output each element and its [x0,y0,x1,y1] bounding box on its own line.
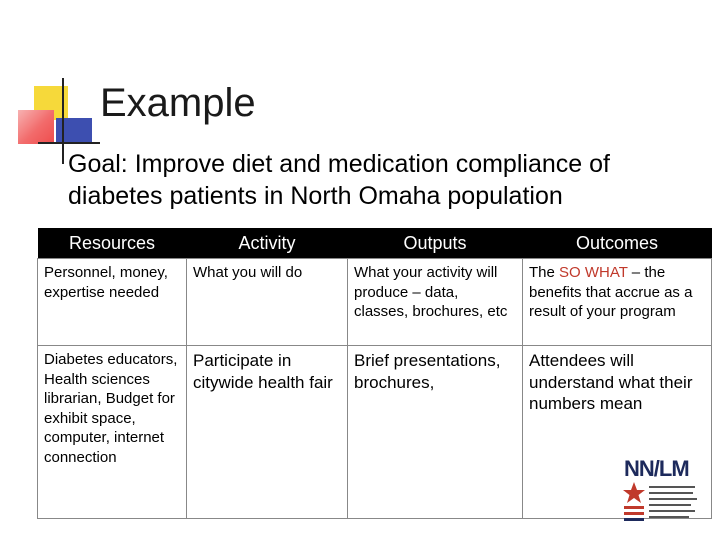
header-activity: Activity [187,228,348,259]
outcomes-def-post: – the benefits that accrue as a result of your program [529,264,693,320]
slide-title: Example [100,81,256,125]
header-resources: Resources [38,228,187,259]
nnlm-logo [622,456,702,524]
table-header-row [38,228,712,259]
header-outcomes: Outcomes [523,228,712,259]
outcomes-def-pre: The [529,264,560,281]
cell-activity-def: What you will do [187,259,348,346]
decor-vertical-line [62,78,64,164]
table-row [38,346,712,519]
cell-outcomes-def [523,259,712,346]
cell-outputs-def: What your activity will produce – data, classes, brochures, etc [348,259,523,346]
table-row [38,259,712,346]
cell-outcomes-example: Attendees will understand what their numbers mean [523,346,712,519]
cell-resources-example: Diabetes educators, Health sciences librarian, Budget for exhibit space, computer, internet connection [38,346,187,519]
logo-star-icon [622,480,702,524]
cell-resources-def: Personnel, money, expertise needed [38,259,187,346]
header-outputs: Outputs [348,228,523,259]
title-decoration [0,0,100,170]
decor-horizontal-line [38,142,100,144]
logo-text: NN/LM [624,456,689,481]
decor-pink-square [18,110,54,144]
logic-model-table [37,228,712,519]
so-what-highlight: SO WHAT [559,264,628,281]
cell-outputs-example: Brief presentations, brochures, [348,346,523,519]
cell-activity-example: Participate in citywide health fair [187,346,348,519]
goal-text: Goal: Improve diet and medication compliance of diabetes patients in North Omaha population [68,150,610,210]
